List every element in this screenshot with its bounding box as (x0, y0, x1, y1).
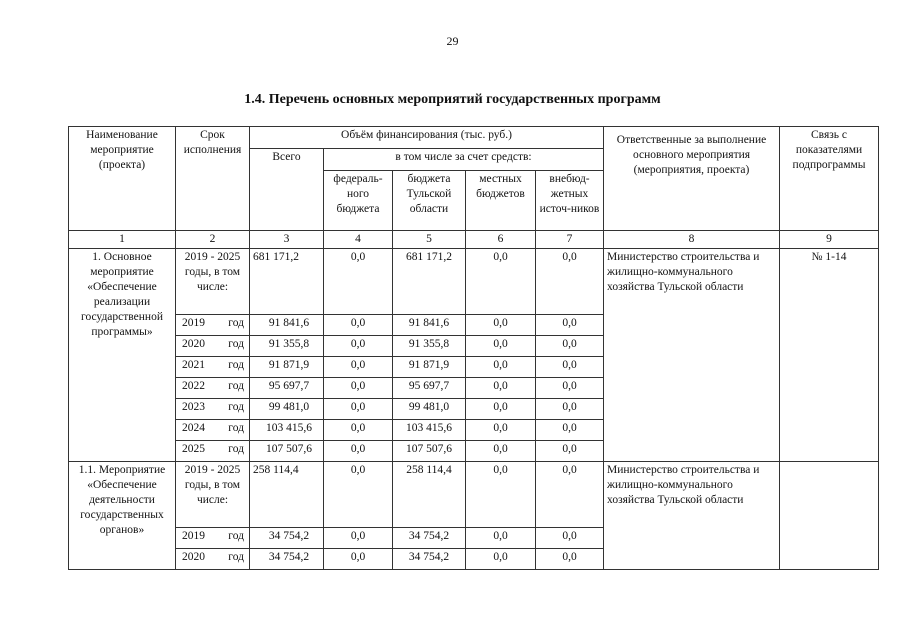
year-value-cell: 0,0 (536, 335, 604, 356)
year-unit: год (228, 400, 244, 413)
year-unit: год (228, 379, 244, 392)
page-number: 29 (446, 34, 459, 48)
total-value: 258 114,4 (393, 461, 466, 527)
year-value-cell: 91 355,8 (393, 335, 466, 356)
measure-period: 2019 - 2025 годы, в том числе: (176, 248, 250, 314)
col-number: 3 (250, 231, 324, 249)
year-value-cell: 99 481,0 (250, 398, 324, 419)
year-value-cell: 95 697,7 (393, 377, 466, 398)
year-value-cell: 0,0 (536, 419, 604, 440)
year-value-cell: 0,0 (324, 548, 393, 569)
col-number: 5 (393, 231, 466, 249)
year-value-cell: 107 507,6 (393, 440, 466, 461)
measures-table (68, 126, 879, 570)
year-value-cell: 0,0 (324, 377, 393, 398)
year-value-cell: 0,0 (466, 335, 536, 356)
total-value: 258 114,4 (250, 461, 324, 527)
year-value: 2019 (182, 529, 205, 542)
header-term: Срок исполнения (176, 127, 250, 231)
year-value: 2024 (182, 421, 205, 434)
year-value-cell: 0,0 (536, 548, 604, 569)
table-row (69, 461, 879, 527)
year-cell (176, 548, 250, 569)
total-value: 681 171,2 (250, 248, 324, 314)
responsible-body: Министерство строительства и жилищно-коммунального хозяйства Тульской области (604, 461, 780, 569)
indicator-link: № 1-14 (780, 248, 879, 461)
table-header (69, 127, 879, 249)
year-value-cell: 0,0 (466, 356, 536, 377)
header-name: Наименование мероприятие (проекта) (69, 127, 176, 231)
col-number: 9 (780, 231, 879, 249)
measure-name: 1.1. Мероприятие «Обеспечение деятельности государственных органов» (69, 461, 176, 569)
year-value-cell: 0,0 (324, 440, 393, 461)
header-federal: федераль-ного бюджета (324, 171, 393, 231)
total-value: 0,0 (324, 461, 393, 527)
total-value: 0,0 (466, 461, 536, 527)
year-cell (176, 419, 250, 440)
year-value-cell: 91 841,6 (393, 314, 466, 335)
year-cell (176, 335, 250, 356)
responsible-body: Министерство строительства и жилищно-коммунального хозяйства Тульской области (604, 248, 780, 461)
year-unit: год (228, 316, 244, 329)
table-row (69, 248, 879, 314)
col-number: 8 (604, 231, 780, 249)
year-unit: год (228, 550, 244, 563)
col-number: 6 (466, 231, 536, 249)
year-value-cell: 0,0 (324, 356, 393, 377)
year-value-cell: 0,0 (466, 440, 536, 461)
year-value-cell: 0,0 (536, 398, 604, 419)
year-value-cell: 91 841,6 (250, 314, 324, 335)
col-number: 7 (536, 231, 604, 249)
year-value-cell: 99 481,0 (393, 398, 466, 419)
year-value-cell: 103 415,6 (393, 419, 466, 440)
year-value-cell: 0,0 (536, 314, 604, 335)
col-number: 2 (176, 231, 250, 249)
year-value-cell: 95 697,7 (250, 377, 324, 398)
header-link: Связь с показателями подпрограммы (780, 127, 879, 231)
year-unit: год (228, 421, 244, 434)
header-incl: в том числе за счет средств: (324, 149, 604, 171)
year-value: 2023 (182, 400, 205, 413)
total-value: 0,0 (536, 248, 604, 314)
year-value-cell: 0,0 (324, 335, 393, 356)
column-numbers-row (69, 231, 879, 249)
year-value-cell: 34 754,2 (393, 548, 466, 569)
year-cell (176, 527, 250, 548)
year-value-cell: 34 754,2 (393, 527, 466, 548)
year-value: 2020 (182, 337, 205, 350)
year-value-cell: 0,0 (324, 398, 393, 419)
year-cell (176, 314, 250, 335)
total-value: 681 171,2 (393, 248, 466, 314)
year-unit: год (228, 442, 244, 455)
col-number: 4 (324, 231, 393, 249)
measure-name: 1. Основное мероприятие «Обеспечение реализации государственной программы» (69, 248, 176, 461)
year-value-cell: 0,0 (536, 440, 604, 461)
year-cell (176, 356, 250, 377)
page-title: 1.4. Перечень основных мероприятий государственных программ (244, 92, 661, 107)
year-value: 2020 (182, 550, 205, 563)
year-cell (176, 377, 250, 398)
year-value: 2021 (182, 358, 205, 371)
year-value-cell: 0,0 (466, 548, 536, 569)
year-value: 2025 (182, 442, 205, 455)
year-value: 2022 (182, 379, 205, 392)
year-value-cell: 0,0 (466, 314, 536, 335)
year-unit: год (228, 337, 244, 350)
table-body (69, 248, 879, 569)
total-value: 0,0 (466, 248, 536, 314)
year-value-cell: 0,0 (466, 527, 536, 548)
year-value-cell: 34 754,2 (250, 548, 324, 569)
header-responsible: Ответственные за выполнение основного мероприятия (мероприятия, проекта) (604, 127, 780, 231)
year-unit: год (228, 358, 244, 371)
year-value: 2019 (182, 316, 205, 329)
header-total: Всего (250, 149, 324, 231)
year-cell (176, 440, 250, 461)
year-value-cell: 103 415,6 (250, 419, 324, 440)
header-extra: внебюд-жетных источ-ников (536, 171, 604, 231)
year-value-cell: 0,0 (466, 377, 536, 398)
year-cell (176, 398, 250, 419)
year-value-cell: 91 871,9 (250, 356, 324, 377)
year-value-cell: 91 871,9 (393, 356, 466, 377)
year-value-cell: 0,0 (466, 398, 536, 419)
header-regional: бюджета Тульской области (393, 171, 466, 231)
year-value-cell: 0,0 (324, 527, 393, 548)
header-local: местных бюджетов (466, 171, 536, 231)
year-value-cell: 0,0 (536, 356, 604, 377)
year-value-cell: 0,0 (536, 377, 604, 398)
year-value-cell: 0,0 (536, 527, 604, 548)
year-value-cell: 91 355,8 (250, 335, 324, 356)
year-value-cell: 107 507,6 (250, 440, 324, 461)
indicator-link (780, 461, 879, 569)
year-unit: год (228, 529, 244, 542)
col-number: 1 (69, 231, 176, 249)
year-value-cell: 0,0 (324, 314, 393, 335)
total-value: 0,0 (324, 248, 393, 314)
header-funding: Объём финансирования (тыс. руб.) (250, 127, 604, 149)
year-value-cell: 34 754,2 (250, 527, 324, 548)
year-value-cell: 0,0 (466, 419, 536, 440)
total-value: 0,0 (536, 461, 604, 527)
year-value-cell: 0,0 (324, 419, 393, 440)
measure-period: 2019 - 2025 годы, в том числе: (176, 461, 250, 527)
